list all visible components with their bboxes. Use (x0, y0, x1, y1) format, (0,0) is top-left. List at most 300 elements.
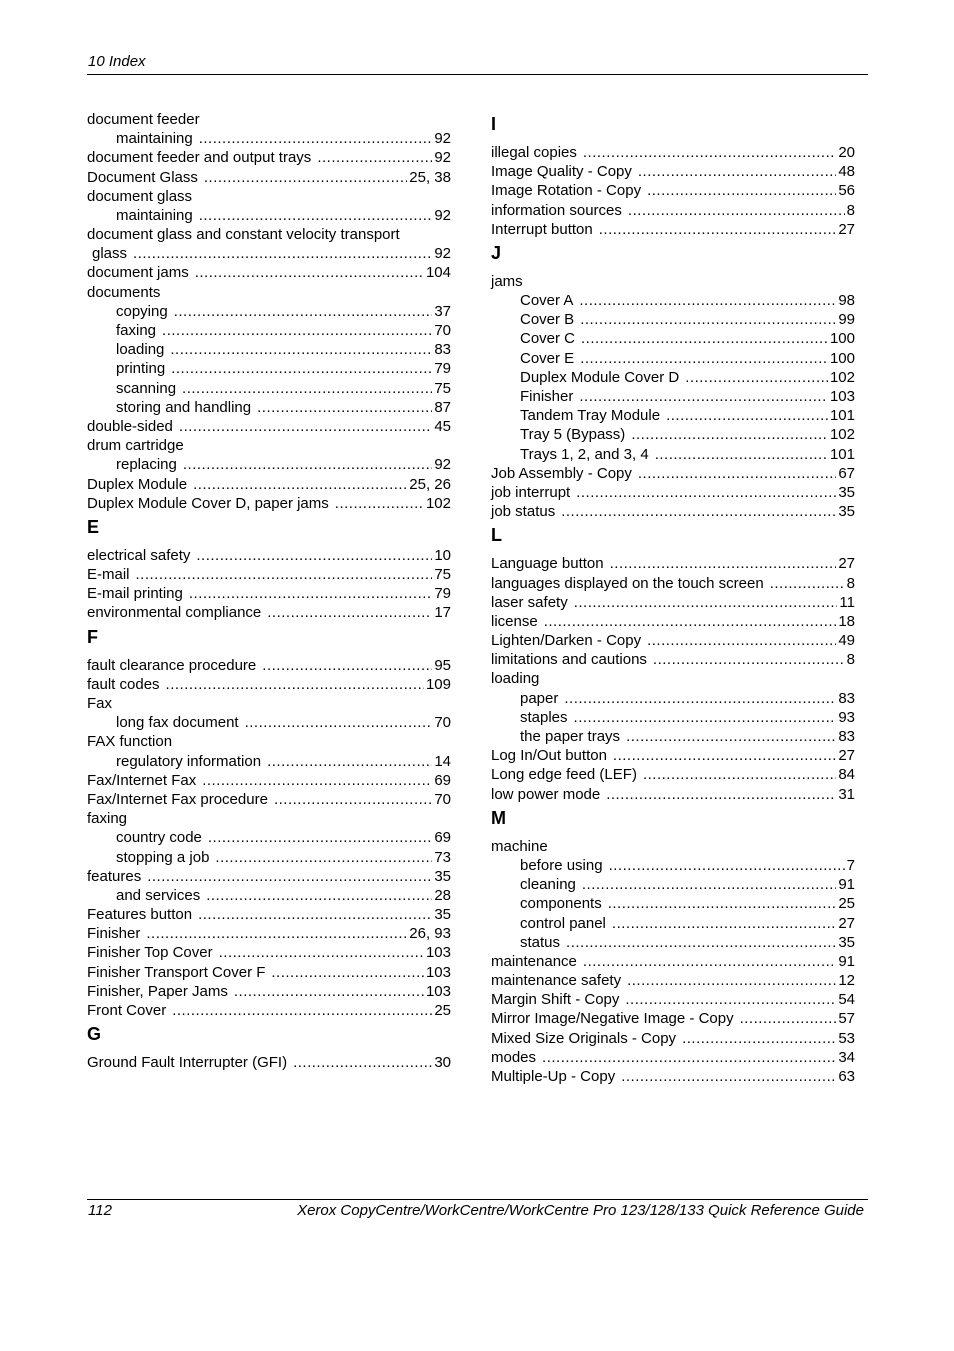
index-term: maintaining (116, 130, 193, 148)
dot-leader (215, 848, 432, 867)
dot-leader (171, 359, 432, 378)
index-term: Cover A (520, 292, 574, 310)
index-term: Ground Fault Interrupter (GFI) (87, 1054, 288, 1072)
index-entry (87, 283, 451, 302)
dot-leader (583, 952, 836, 971)
index-entry (491, 1010, 855, 1029)
index-subentry (87, 302, 451, 321)
dot-leader (647, 631, 836, 650)
index-term: documents (87, 283, 161, 301)
index-term: Margin Shift - Copy (491, 991, 620, 1009)
index-subentry (87, 321, 451, 340)
index-entry (87, 604, 451, 623)
index-page-ref: 25 (434, 1002, 451, 1020)
index-subentry (491, 406, 855, 425)
index-entry (87, 168, 451, 187)
dot-leader (271, 963, 424, 982)
dot-leader (566, 933, 836, 952)
dot-leader (609, 856, 845, 875)
index-subentry (87, 886, 451, 905)
index-page-ref: 25, 38 (409, 168, 451, 186)
dot-leader (647, 181, 836, 200)
index-page-ref: 69 (434, 771, 451, 789)
index-entry (491, 837, 855, 856)
index-term: Long edge feed (LEF) (491, 766, 637, 784)
index-term: Duplex Module Cover D, paper jams (87, 494, 329, 512)
index-page-ref: 35 (838, 503, 855, 521)
dot-leader (172, 1001, 432, 1020)
index-page-ref: 103 (829, 388, 855, 406)
dot-leader (561, 502, 836, 521)
dot-leader (628, 201, 845, 220)
index-term: long fax document (116, 714, 239, 732)
index-term: Multiple-Up - Copy (491, 1068, 616, 1086)
dot-leader (626, 727, 836, 746)
section-letter: J (491, 242, 502, 263)
index-page-ref: 93 (838, 708, 855, 726)
index-entry (491, 631, 855, 650)
index-entry (87, 1053, 451, 1072)
dot-leader (245, 713, 433, 732)
dot-leader (610, 554, 837, 573)
index-subentry (87, 848, 451, 867)
index-page-ref: 27 (838, 747, 855, 765)
index-entry (491, 201, 855, 220)
index-entry (87, 656, 451, 675)
index-term: Image Rotation - Copy (491, 182, 642, 200)
index-term: before using (520, 856, 603, 874)
index-subentry (87, 752, 451, 771)
index-page-ref: 35 (434, 906, 451, 924)
dot-leader (576, 483, 836, 502)
index-term: Fax/Internet Fax procedure (87, 790, 268, 808)
index-entry (491, 464, 855, 483)
dot-leader (208, 828, 432, 847)
footer-rule (87, 1199, 868, 1200)
index-page-ref: 102 (425, 494, 451, 512)
index-entry (491, 220, 855, 239)
section-letter: L (491, 525, 502, 546)
index-page-ref: 34 (838, 1048, 855, 1066)
index-term: Cover C (520, 330, 576, 348)
dot-leader (267, 752, 432, 771)
index-term: drum cartridge (87, 437, 184, 455)
index-page-ref: 100 (829, 330, 855, 348)
dot-leader (608, 894, 837, 913)
index-entry (491, 143, 855, 162)
index-page-ref: 83 (838, 689, 855, 707)
index-subentry (491, 894, 855, 913)
header-text: 10 Index (88, 53, 146, 70)
index-page-ref: 101 (829, 445, 855, 463)
index-term: Fax (87, 695, 113, 713)
index-subentry (491, 368, 855, 387)
dot-leader (193, 475, 407, 494)
index-page-ref: 12 (838, 972, 855, 990)
index-page-ref: 30 (434, 1054, 451, 1072)
index-page-ref: 95 (434, 656, 451, 674)
index-subentry (491, 310, 855, 329)
index-page-ref: 26, 93 (409, 925, 451, 943)
dot-leader (335, 494, 424, 513)
dot-leader (206, 886, 432, 905)
index-term: Interrupt button (491, 220, 593, 238)
index-entry (87, 417, 451, 436)
index-subentry (87, 359, 451, 378)
index-page-ref: 45 (434, 417, 451, 435)
index-page-ref: 67 (838, 464, 855, 482)
index-subentry (491, 856, 855, 875)
index-page-ref: 27 (838, 555, 855, 573)
index-entry (87, 1001, 451, 1020)
dot-leader (643, 765, 836, 784)
index-term: paper (520, 689, 559, 707)
footer-title: Xerox CopyCentre/WorkCentre/WorkCentre Pro 123/128/133 Quick Reference Guide (297, 1202, 864, 1219)
index-page-ref: 8 (846, 651, 855, 669)
index-page-ref: 92 (434, 130, 451, 148)
dot-leader (606, 785, 836, 804)
index-term: scanning (116, 379, 177, 397)
index-page-ref: 31 (838, 785, 855, 803)
index-entry (491, 1067, 855, 1086)
index-subentry (491, 933, 855, 952)
dot-leader (580, 349, 828, 368)
index-page-ref: 8 (846, 201, 855, 219)
dot-leader (666, 406, 828, 425)
index-term: stopping a job (116, 848, 210, 866)
index-page-ref: 73 (434, 848, 451, 866)
index-page-ref: 101 (829, 407, 855, 425)
index-entry (87, 546, 451, 565)
dot-leader (204, 168, 407, 187)
index-subentry (491, 330, 855, 349)
index-entry (491, 785, 855, 804)
dot-leader (581, 329, 828, 348)
index-entry (87, 264, 451, 283)
index-subentry (491, 689, 855, 708)
index-term: Job Assembly - Copy (491, 464, 632, 482)
dot-leader (147, 867, 432, 886)
index-page-ref: 75 (434, 566, 451, 584)
dot-leader (179, 417, 432, 436)
index-term: maintaining (116, 206, 193, 224)
index-term: Finisher (87, 925, 141, 943)
index-page-ref: 63 (838, 1068, 855, 1086)
dot-leader (770, 574, 845, 593)
dot-leader (189, 584, 432, 603)
index-term: Duplex Module (87, 475, 188, 493)
index-term: country code (116, 829, 202, 847)
index-term: Cover E (520, 349, 575, 367)
dot-leader (199, 206, 433, 225)
index-page-ref: 99 (838, 311, 855, 329)
index-page-ref: 70 (434, 322, 451, 340)
index-subentry (491, 425, 855, 444)
index-page-ref: 92 (434, 245, 451, 263)
index-page-ref: 49 (838, 632, 855, 650)
index-term: document glass and constant velocity transport (87, 226, 400, 244)
index-term: document jams (87, 264, 189, 282)
index-term: loading (491, 670, 540, 688)
index-term: Cover B (520, 311, 575, 329)
dot-leader (613, 746, 836, 765)
dot-leader (682, 1029, 836, 1048)
dot-leader (582, 875, 836, 894)
index-term: Features button (87, 906, 193, 924)
dot-leader (166, 675, 424, 694)
index-term: double-sided (87, 417, 173, 435)
index-page-ref: 75 (434, 379, 451, 397)
index-entry (491, 502, 855, 521)
index-page-ref: 10 (434, 546, 451, 564)
index-subentry (87, 244, 451, 263)
index-term: low power mode (491, 785, 601, 803)
index-entry (491, 990, 855, 1009)
index-subentry (491, 914, 855, 933)
index-page-ref: 28 (434, 886, 451, 904)
dot-leader (653, 650, 845, 669)
index-term: E-mail (87, 566, 130, 584)
index-term: Mirror Image/Negative Image - Copy (491, 1010, 734, 1028)
index-entry (491, 612, 855, 631)
index-term: maintenance (491, 952, 577, 970)
index-page-ref: 18 (838, 612, 855, 630)
index-term: components (520, 895, 602, 913)
index-page-ref: 70 (434, 790, 451, 808)
dot-leader (579, 387, 828, 406)
index-term: Tray 5 (Bypass) (520, 426, 626, 444)
index-term: glass (92, 245, 128, 263)
index-entry (491, 483, 855, 502)
index-page-ref: 69 (434, 829, 451, 847)
index-term: E-mail printing (87, 585, 183, 603)
dot-leader (136, 565, 433, 584)
index-page-ref: 7 (846, 856, 855, 874)
dot-leader (174, 302, 433, 321)
section-letter: F (87, 626, 98, 647)
index-page-ref: 79 (434, 585, 451, 603)
index-subentry (87, 340, 451, 359)
index-entry (87, 809, 451, 828)
section-letter: I (491, 114, 497, 134)
index-page-ref: 8 (846, 574, 855, 592)
index-entry (491, 574, 855, 593)
index-term: control panel (520, 914, 606, 932)
index-subentry (491, 708, 855, 727)
dot-leader (267, 603, 432, 622)
index-entry (87, 944, 451, 963)
dot-leader (542, 1048, 836, 1067)
index-term: Lighten/Darken - Copy (491, 632, 642, 650)
dot-leader (627, 971, 836, 990)
index-term: status (520, 933, 561, 951)
index-page-ref: 103 (425, 982, 451, 1000)
index-term: Finisher (520, 388, 574, 406)
index-entry (491, 554, 855, 573)
index-entry (491, 765, 855, 784)
index-entry (87, 436, 451, 455)
index-entry (87, 790, 451, 809)
index-term: document glass (87, 187, 193, 205)
index-entry (87, 732, 451, 751)
dot-leader (638, 162, 836, 181)
dot-leader (580, 310, 836, 329)
dot-leader (274, 790, 432, 809)
index-term: information sources (491, 201, 622, 219)
index-entry (87, 110, 451, 129)
index-page-ref: 27 (838, 914, 855, 932)
section-letter: E (87, 516, 100, 537)
index-term: copying (116, 302, 168, 320)
index-term: Fax/Internet Fax (87, 771, 197, 789)
index-entry (491, 1048, 855, 1067)
dot-leader (544, 612, 837, 631)
dot-leader (293, 1053, 432, 1072)
dot-leader (146, 924, 407, 943)
index-entry (491, 181, 855, 200)
index-term: document feeder and output trays (87, 149, 312, 167)
index-subentry (87, 129, 451, 148)
index-subentry (87, 713, 451, 732)
index-term: Finisher Transport Cover F (87, 963, 266, 981)
index-page-ref: 98 (838, 292, 855, 310)
dot-leader (574, 593, 838, 612)
index-term: maintenance safety (491, 972, 622, 990)
index-term: languages displayed on the touch screen (491, 574, 764, 592)
index-subentry (491, 349, 855, 368)
index-entry (87, 867, 451, 886)
index-page-ref: 35 (838, 933, 855, 951)
index-page-ref: 87 (434, 398, 451, 416)
index-term: Image Quality - Copy (491, 163, 632, 181)
dot-leader (198, 905, 432, 924)
index-page-ref: 91 (838, 952, 855, 970)
index-page-ref: 54 (838, 991, 855, 1009)
dot-leader (257, 398, 432, 417)
index-term: modes (491, 1048, 537, 1066)
index-term: document feeder (87, 110, 200, 128)
index-subentry (491, 875, 855, 894)
dot-leader (685, 368, 828, 387)
index-term: Duplex Module Cover D (520, 368, 680, 386)
index-term: job status (491, 503, 556, 521)
header-rule (87, 74, 868, 75)
dot-leader (133, 244, 432, 263)
index-term: Mixed Size Originals - Copy (491, 1029, 677, 1047)
index-page-ref: 103 (425, 944, 451, 962)
index-entry (87, 584, 451, 603)
index-term: fault codes (87, 675, 160, 693)
dot-leader (574, 708, 837, 727)
section-letter: M (491, 807, 506, 828)
index-entry (491, 162, 855, 181)
index-entry (491, 952, 855, 971)
index-entry (87, 475, 451, 494)
index-page-ref: 84 (838, 766, 855, 784)
index-subentry (87, 206, 451, 225)
index-term: faxing (87, 810, 128, 828)
index-subentry (491, 445, 855, 464)
dot-leader (170, 340, 432, 359)
index-term: the paper trays (520, 728, 621, 746)
index-entry (87, 905, 451, 924)
index-entry (491, 650, 855, 669)
index-page-ref: 92 (434, 456, 451, 474)
index-term: Finisher, Paper Jams (87, 982, 228, 1000)
dot-leader (162, 321, 432, 340)
index-term: Document Glass (87, 168, 198, 186)
index-subentry (87, 379, 451, 398)
index-entry (491, 593, 855, 612)
dot-leader (199, 129, 433, 148)
index-page-ref: 103 (425, 963, 451, 981)
index-subentry (87, 828, 451, 847)
dot-leader (262, 656, 432, 675)
index-term: environmental compliance (87, 604, 262, 622)
index-page-ref: 14 (434, 752, 451, 770)
index-term: cleaning (520, 876, 576, 894)
index-term: Trays 1, 2, and 3, 4 (520, 445, 649, 463)
index-term: jams (491, 272, 523, 290)
index-entry (87, 187, 451, 206)
index-term: electrical safety (87, 546, 191, 564)
index-entry (87, 694, 451, 713)
index-subentry (87, 455, 451, 474)
index-page-ref: 20 (838, 143, 855, 161)
index-term: storing and handling (116, 398, 252, 416)
index-term: machine (491, 837, 548, 855)
index-page-ref: 57 (838, 1010, 855, 1028)
dot-leader (625, 990, 836, 1009)
index-entry (87, 494, 451, 513)
index-term: Log In/Out button (491, 747, 607, 765)
index-term: license (491, 612, 538, 630)
dot-leader (317, 148, 432, 167)
index-entry (87, 225, 451, 244)
index-page-ref: 37 (434, 302, 451, 320)
index-page-ref: 35 (838, 483, 855, 501)
index-entry (491, 1029, 855, 1048)
index-entry (491, 670, 855, 689)
index-term: limitations and cautions (491, 651, 647, 669)
index-page-ref: 35 (434, 867, 451, 885)
index-page-ref: 70 (434, 714, 451, 732)
index-term: job interrupt (491, 483, 571, 501)
index-page-ref: 56 (838, 182, 855, 200)
index-page-ref: 102 (829, 426, 855, 444)
index-entry (87, 982, 451, 1001)
dot-leader (655, 445, 828, 464)
index-subentry (87, 398, 451, 417)
index-term: Language button (491, 555, 604, 573)
index-entry (87, 771, 451, 790)
index-term: replacing (116, 456, 177, 474)
index-page-ref: 48 (838, 163, 855, 181)
index-term: and services (116, 886, 201, 904)
dot-leader (740, 1009, 837, 1028)
dot-leader (583, 143, 836, 162)
page-number: 112 (88, 1202, 112, 1219)
index-page-ref: 104 (425, 264, 451, 282)
index-page-ref: 53 (838, 1029, 855, 1047)
index-term: regulatory information (116, 752, 262, 770)
dot-leader (195, 263, 424, 282)
dot-leader (182, 379, 432, 398)
index-page-ref: 25 (838, 895, 855, 913)
index-entry (491, 971, 855, 990)
index-term: loading (116, 341, 165, 359)
index-term: staples (520, 708, 568, 726)
